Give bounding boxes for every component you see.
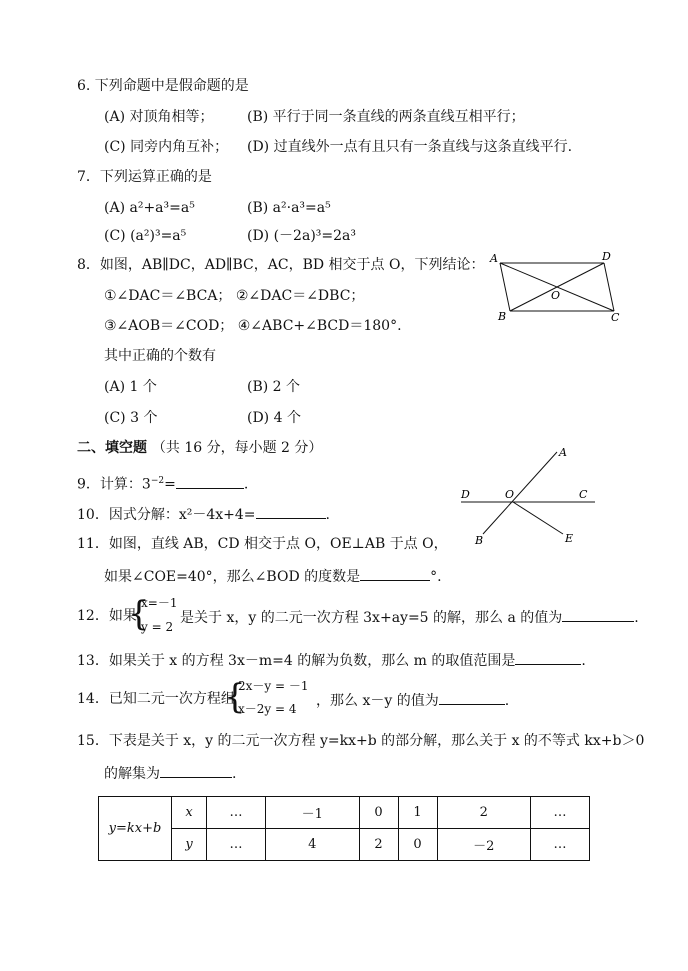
q12-line	[180, 607, 639, 627]
q9-exponent: −2	[150, 476, 165, 486]
q11-answer-blank[interactable]	[360, 566, 430, 581]
q11-intersecting-lines-figure	[455, 440, 605, 550]
table-cell: 2	[437, 797, 531, 829]
q14-brace: {	[224, 677, 246, 717]
q11-question: 如果∠COE=40°，那么∠BOD 的度数是	[104, 569, 361, 585]
q13-text: 13．如果关于 x 的方程 3x－m=4 的解为负数，那么 m 的取值范围是	[77, 653, 516, 669]
q14-answer-blank[interactable]	[439, 690, 505, 705]
table-cell: 0	[359, 797, 398, 829]
q11-label-c: C	[579, 488, 588, 501]
q7-option-c: (C) (a²)³=a⁵	[104, 228, 187, 244]
table-cell: …	[531, 829, 590, 861]
table-cell: 4	[265, 829, 359, 861]
q11-end: °.	[430, 569, 442, 585]
q13-answer-blank[interactable]	[515, 650, 581, 665]
table-equation-label: y=kx+b	[99, 797, 172, 861]
table-cell: 1	[398, 797, 437, 829]
q15-question: 的解集为	[104, 766, 160, 782]
q7-option-d: (D) (－2a)³=2a³	[247, 228, 356, 244]
q8-parallelogram-figure	[480, 245, 630, 325]
q11-label-e: E	[565, 532, 574, 545]
q8-option-d: (D) 4 个	[247, 410, 301, 426]
q12-eq2: y = 2	[141, 620, 174, 634]
q6-stem: 6. 下列命题中是假命题的是	[77, 78, 249, 94]
section-2-title	[77, 439, 322, 457]
solutions-table	[98, 796, 590, 861]
q10-line	[77, 504, 330, 524]
q12-prefix: 12．如果	[77, 608, 137, 624]
q11-label-b: B	[475, 534, 484, 547]
section-2-title-text: 二、填空题	[77, 440, 147, 456]
q9-answer-blank[interactable]	[176, 474, 244, 489]
q13-end: .	[581, 653, 586, 669]
q8-option-a: (A) 1 个	[104, 379, 157, 395]
q9-text: 9．计算：3	[77, 476, 151, 493]
table-row-x	[99, 797, 590, 829]
q8-ask: 其中正确的个数有	[104, 348, 216, 364]
q15-line-1: 15．下表是关于 x，y 的二元一次方程 y=kx+b 的部分解，那么关于 x 的不等式 kx+b＞0	[77, 733, 645, 749]
table-cell: y	[172, 829, 207, 861]
q12-answer-blank[interactable]	[562, 607, 634, 622]
table-cell: …	[531, 797, 590, 829]
q11-line-1: 11．如图，直线 AB，CD 相交于点 O，OE⊥AB 于点 O，	[77, 536, 448, 552]
q10-answer-blank[interactable]	[256, 504, 326, 519]
q13-line	[77, 650, 586, 670]
q7-option-b: (B) a²·a³=a⁵	[247, 200, 331, 216]
q11-line-2	[104, 566, 442, 586]
q14-line	[316, 690, 509, 710]
q8-label-d: D	[602, 250, 611, 263]
q8-conclusions-2: ③∠AOB＝∠COD； ④∠ABC+∠BCD＝180°.	[104, 318, 402, 334]
q9-end: .	[243, 476, 249, 493]
q9-equals: =	[164, 476, 176, 493]
q8-label-a: A	[490, 252, 498, 265]
q8-label-o: O	[551, 289, 561, 302]
q15-answer-blank[interactable]	[160, 763, 232, 778]
table-cell: …	[207, 829, 266, 861]
q14-prefix: 14．已知二元一次方程组	[77, 691, 235, 707]
q12-brace: {	[128, 594, 150, 634]
q7-stem: 7．下列运算正确的是	[77, 169, 212, 185]
q14-question: ，那么 x－y 的值为	[316, 693, 439, 709]
q11-label-a: A	[559, 446, 567, 459]
q10-end: .	[325, 507, 330, 523]
q10-text: 10．因式分解：x²－4x+4=	[77, 507, 256, 523]
q12-question: 是关于 x，y 的二元一次方程 3x+ay=5 的解，那么 a 的值为	[180, 610, 563, 626]
q14-eq2: x－2y = 4	[238, 702, 297, 716]
q8-conclusions-1: ①∠DAC＝∠BCA； ②∠DAC＝∠DBC；	[104, 288, 365, 304]
q8-label-b: B	[498, 310, 507, 323]
table-cell: x	[172, 797, 207, 829]
q6-option-d: (D) 过直线外一点有且只有一条直线与这条直线平行.	[247, 139, 573, 155]
q12-end: .	[634, 610, 639, 626]
q8-label-c: C	[611, 311, 620, 324]
table-cell: 0	[398, 829, 437, 861]
q12-eq1: x=－1	[141, 596, 178, 610]
q7-option-a: (A) a²+a³=a⁵	[104, 200, 195, 216]
q15-line-2	[104, 763, 236, 783]
table-cell: －2	[437, 829, 531, 861]
q11-label-o: O	[505, 488, 515, 501]
q14-eq1: 2x－y = －1	[238, 679, 309, 693]
q8-option-c: (C) 3 个	[104, 410, 158, 426]
q6-option-a: (A) 对顶角相等；	[104, 109, 214, 125]
table-cell: …	[207, 797, 266, 829]
q8-stem: 8．如图，AB∥DC，AD∥BC，AC，BD 相交于点 O，下列结论：	[77, 257, 485, 273]
table-cell: －1	[265, 797, 359, 829]
q14-end: .	[504, 693, 510, 709]
table-cell: 2	[359, 829, 398, 861]
q6-option-b: (B) 平行于同一条直线的两条直线互相平行；	[247, 109, 525, 125]
q15-end: .	[232, 766, 237, 782]
section-2-note: （共 16 分，每小题 2 分）	[151, 440, 323, 456]
q8-option-b: (B) 2 个	[247, 379, 301, 395]
q6-option-c: (C) 同旁内角互补；	[104, 139, 229, 155]
q9-line	[77, 472, 248, 494]
q11-label-d: D	[461, 488, 470, 501]
table-row-y	[99, 829, 590, 861]
